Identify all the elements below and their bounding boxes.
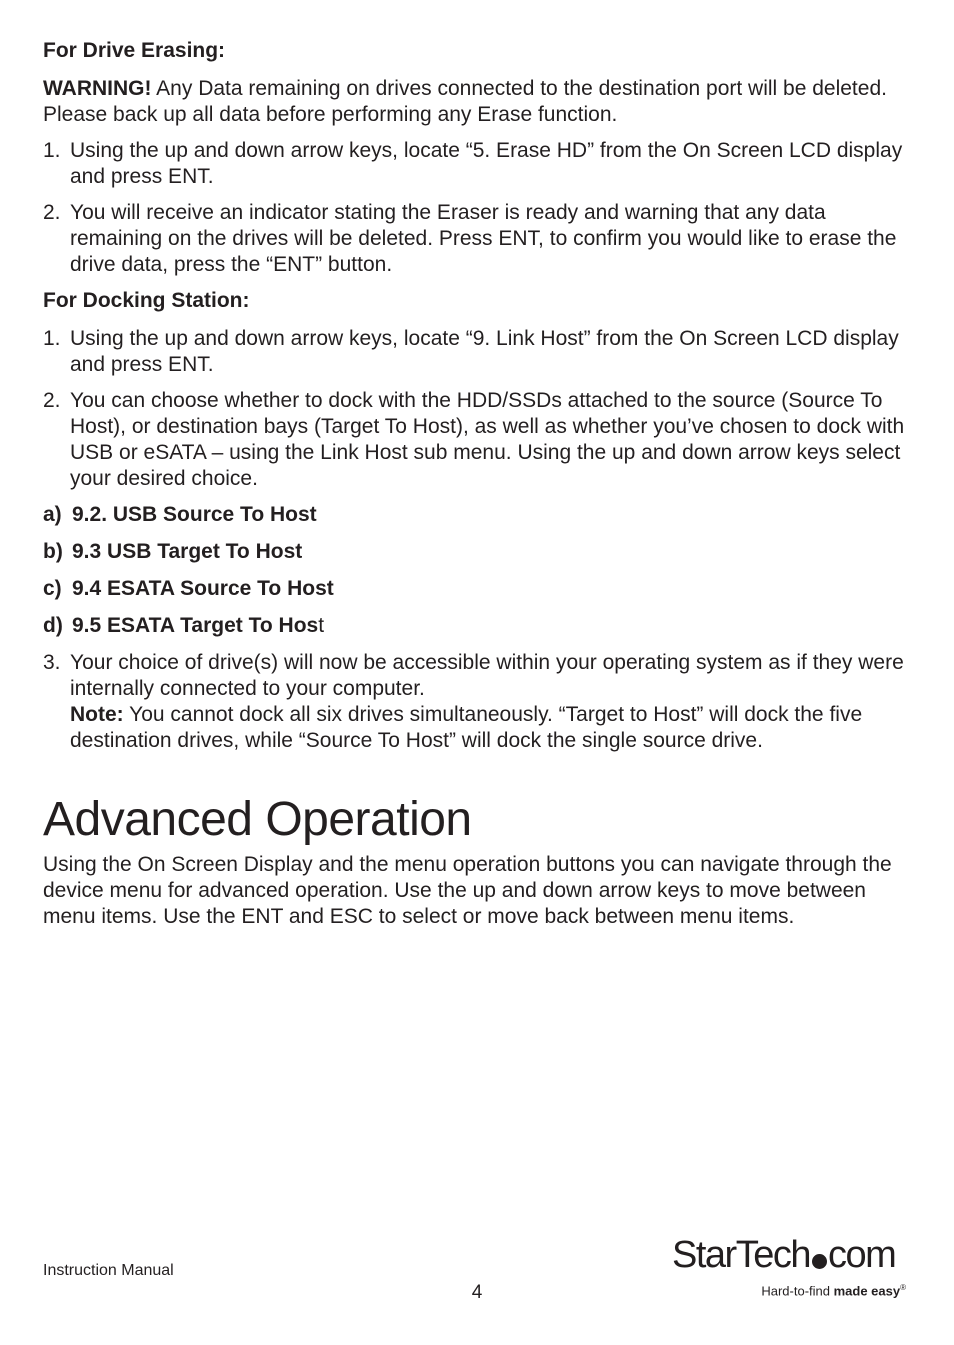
tagline-part-2: made easy [833,1283,901,1299]
step-text: You will receive an indicator stating the Eraser is ready and warning that any data remaining on the drives will be deleted. Press ENT, to confirm you would like to erase the drive data, press the “ENT” button. [70,201,897,276]
logo-tagline [761,1283,906,1298]
option-item [43,539,913,565]
option-letter: c) [43,577,62,600]
step-text: You can choose whether to dock with the HDD/SSDs attached to the source (Source To Host), or destination bays (Target To Host), as well as whether you’ve chosen to dock with USB or eSATA – using the Link Host sub menu. Using the up and down arrow keys select your desired choice. [70,389,905,490]
section-title: Advanced Operation [43,793,472,846]
logo-text-com: com [827,1234,896,1276]
docking-station-steps [43,326,913,492]
page-number: 4 [471,1282,483,1303]
warning-text: Any Data remaining on drives connected to the destination port will be deleted. Please back up all data before performing any Erase function. [43,77,887,126]
footer-manual-label: Instruction Manual [43,1262,174,1279]
option-text-tail: t [318,614,325,637]
warning-paragraph [43,76,913,128]
list-item [43,326,913,378]
note-label: Note: [70,703,124,726]
step-text: Your choice of drive(s) will now be accessible within your operating system as if they were internally connected to your computer. [70,651,904,700]
option-item [43,613,913,639]
logo-text-brand: StarTech [672,1234,810,1276]
tagline-part-1: Hard-to-find [761,1283,834,1299]
option-letter: a) [43,503,62,526]
option-item [43,502,913,528]
logo-dot-icon [812,1254,827,1269]
step-text: Using the up and down arrow keys, locate “9. Link Host” from the On Screen LCD display and press ENT. [70,327,899,376]
drive-erasing-heading: For Drive Erasing: [43,39,226,62]
list-item [43,200,913,278]
step-number: 1. [43,327,61,350]
step-text: Using the up and down arrow keys, locate “5. Erase HD” from the On Screen LCD display and press ENT. [70,139,903,188]
option-letter: b) [43,540,63,563]
docking-station-heading: For Docking Station: [43,289,250,312]
step-number: 2. [43,389,61,412]
option-text: 9.5 ESATA Target To Hos [72,614,319,637]
list-item [43,388,913,492]
warning-label: WARNING! [43,77,152,100]
step-number: 1. [43,139,61,162]
docking-station-step-3 [43,650,913,754]
option-text: 9.3 USB Target To Host [72,540,303,563]
option-letter: d) [43,614,63,637]
option-text: 9.4 ESATA Source To Host [72,577,334,600]
advanced-operation-body: Using the On Screen Display and the menu operation buttons you can navigate through the device menu for advanced operation. Use the up and down arrow keys to move between menu items. Use the ENT and ESC to select or move back between menu items. [43,853,892,928]
drive-erasing-steps [43,138,913,278]
link-host-options [43,502,913,639]
option-item [43,576,913,602]
option-text: 9.2. USB Source To Host [72,503,317,526]
startech-logo [672,1233,912,1303]
registered-mark: ® [900,1283,906,1292]
step-number: 2. [43,201,61,224]
logo-wordmark [672,1233,895,1277]
list-item [43,650,913,754]
list-item [43,138,913,190]
manual-page [43,38,913,930]
note-text: You cannot dock all six drives simultaneously. “Target to Host” will dock the five destination drives, while “Source To Host” will dock the single source drive. [70,703,863,752]
step-number: 3. [43,651,61,674]
